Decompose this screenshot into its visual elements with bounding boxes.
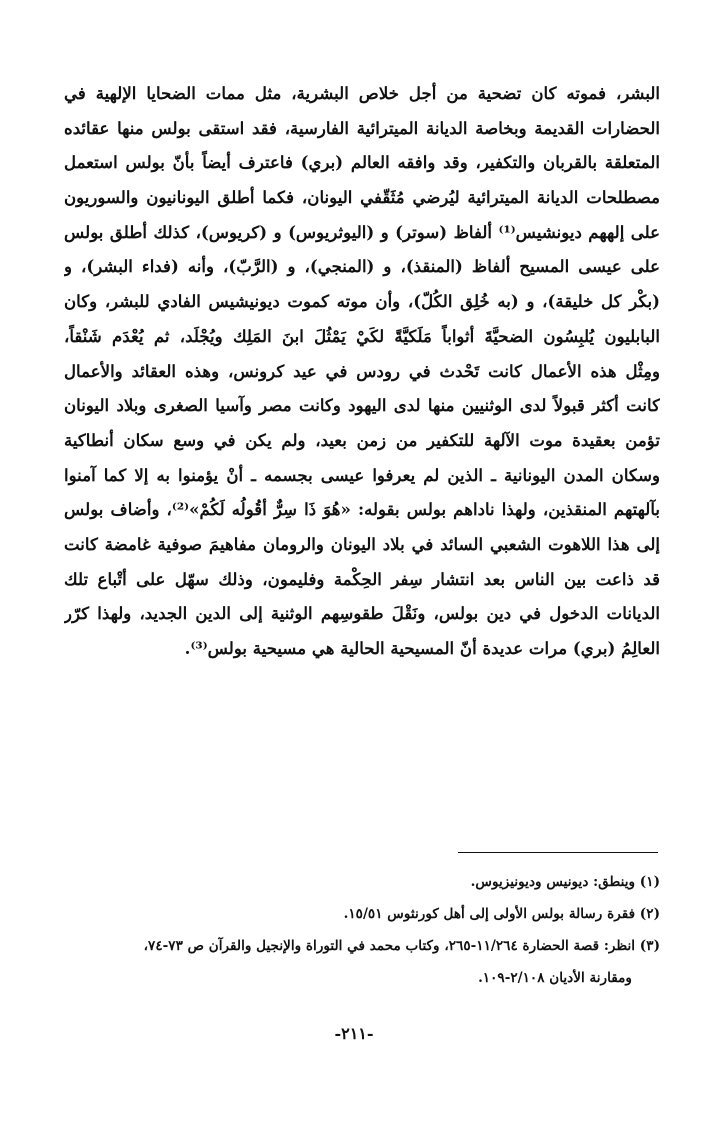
footnote-separator xyxy=(458,852,658,853)
footnote-3-continuation: ومقارنة الأديان ٢/١٠٨-١٠٩. xyxy=(478,970,632,986)
text-line: ومِثْل هذه الأعمال كانت تَحْدث في رودس في عيد كرونس، وهذه العقائد والأعمال xyxy=(64,360,660,381)
text-line: الديانات الدخول في دين بولس، ونَقْلَ طقوسِهم الوثنية إلى الدين الجديد، ولهذا كرّر xyxy=(64,603,660,624)
text-line: (بكْر كل خليقة)، و (به خُلِق الكُلّ)، وأن موته كموت ديونيشيس الفادي للبشر، وكان xyxy=(64,291,660,312)
text-line: بآلهتهم المنقذين، ولهذا ناداهم بولس بقوله: «هُوَ ذَا سِرٌّ أقُولُه لَكُمْ»⁽²⁾، وأضاف بولس xyxy=(64,499,660,520)
text-line: تؤمن بعقيدة موت الآلهة للتكفير من زمن بعيد، ولم يكن في وسع سكان أنطاكية xyxy=(64,429,660,450)
text-line: وسكان المدن اليونانية ـ الذين لم يعرفوا عيسى بجسمه ـ أنْ يؤمنوا به إلا كما آمنوا xyxy=(64,464,660,485)
footnotes xyxy=(64,866,660,994)
text-line: الحضارات القديمة وبخاصة الديانة الميترائية الفارسية، فقد استقى بولس منها عقائده xyxy=(64,117,660,138)
text-line: مصطلحات الديانة الميترائية ليُرضي مُثَقّفي اليونان، فكما أطلق اليونانيون والسوريون xyxy=(64,187,660,208)
text-line-last: العالِمُ (بري) مرات عديدة أنّ المسيحية الحالية هي مسيحية بولس⁽³⁾. xyxy=(184,638,660,658)
text-line: قد ذاعت بين الناس بعد انتشار سِفر الحِكْمة وفليمون، وذلك سهّل على أتْباع تلك xyxy=(64,568,660,589)
footnote-1: (١) وينطق: ديونيس وديونيزيوس. xyxy=(470,874,660,890)
footnote-3: (٣) انظر: قصة الحضارة ١١/٢٦٤-٢٦٥، وكتاب محمد في التوراة والإنجيل والقرآن ص ٧٣-٧٤، xyxy=(143,938,660,954)
text-line: البشر، فموته كان تضحية من أجل خلاص البشرية، مثل ممات الضحايا الإلهية في xyxy=(64,83,660,103)
body-paragraph xyxy=(64,76,660,666)
text-line: على عيسى المسيح ألفاظ (المنقذ)، و (المنجي)، و (الرَّبّ)، وأنه (فداء البشر)، و xyxy=(64,256,660,277)
text-line: البابليون يُلبِسُون الضحيَّةَ أثواباً مَلَكيَّةً لكَيْ يَمْثُلَ ابنَ المَلِك ويُجْلَد، ثم يُعْدَم شَنْقاً، xyxy=(64,325,660,346)
text-line: إلى هذا اللاهوت الشعبي السائد في بلاد اليونان والرومان مفاهيمَ صوفية غامضة كانت xyxy=(64,533,660,554)
page-number: -٢١١- xyxy=(334,1024,374,1043)
footnote-2: (٢) فقرة رسالة بولس الأولى إلى أهل كورنثوس ١٥/٥١. xyxy=(343,906,660,922)
text-line: كانت أكثر قبولاً لدى الوثنيين منها لدى اليهود وكانت مصر وآسيا الصغرى وبلاد اليونان xyxy=(64,395,660,416)
text-line: على إلههم ديونشيس⁽¹⁾ ألفاظ (سوتر) و (اليوثريوس) و (كريوس)، كذلك أطلق بولس xyxy=(64,221,660,242)
text-line: المتعلقة بالقربان والتكفير، وقد وافقه العالم (بري) فاعترف أيضاً بأنّ بولس استعمل xyxy=(64,152,660,173)
